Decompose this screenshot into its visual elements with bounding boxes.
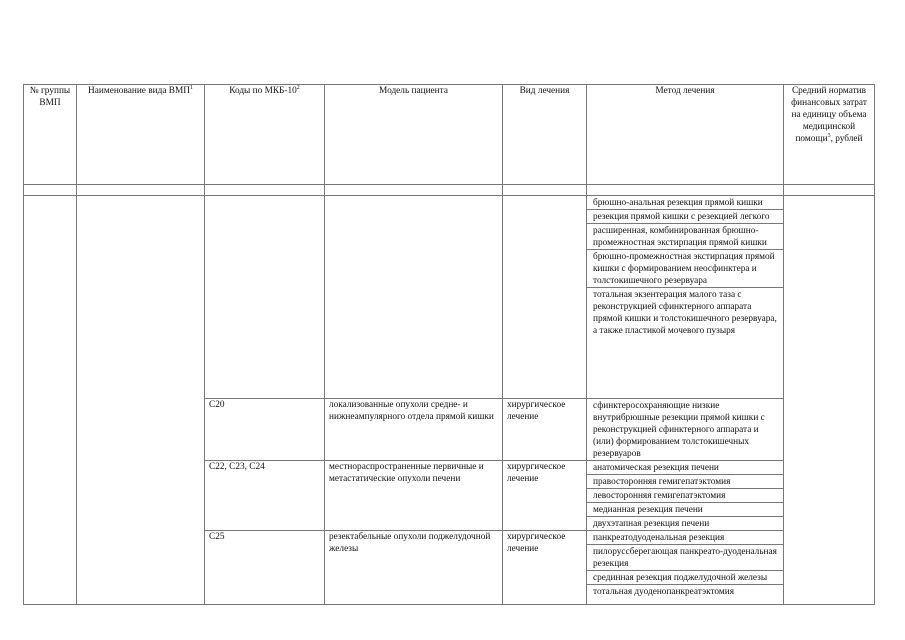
model-cell [325,196,503,399]
method-item: расширенная, комбинированная брюшно-промежностная экстирпация прямой кишки [587,224,783,250]
header-group-no: № группы ВМП [24,85,77,185]
code-cell [205,196,325,399]
header-name: Наименование вида ВМП$^1$ [77,85,205,185]
methods-cell [587,399,784,461]
method-item: панкреатодуоденальная резекция [587,531,783,545]
method-item: тотальная дуоденопанкреатэктомия [593,587,735,597]
methods-cell [587,196,784,399]
method-item: двухэтапная резекция печени [593,519,710,529]
method-item: сфинктеросохраняющие низкие внутрибрюшные резекции прямой кишки с реконструкцией сфинктерного аппарата и (или) формированием толстокишечных резервуаров [593,401,765,459]
table-row [24,196,875,399]
header-cost: Средний норматив финансовых затрат на единицу объема медицинской помощи$^3$, рублей [784,85,875,185]
model-cell: резектабельные опухоли поджелудочной железы [325,531,503,605]
treatment-cell: хирургическое лечение [503,461,587,531]
code-cell: C25 [205,531,325,605]
model-cell: местнораспространенные первичные и метастатические опухоли печени [325,461,503,531]
header-treatment-type: Вид лечения [503,85,587,185]
method-item: резекция прямой кишки с резекцией легкого [587,210,783,224]
model-cell: локализованные опухоли средне- и нижнеампулярного отдела прямой кишки [325,399,503,461]
code-cell: C22, C23, C24 [205,461,325,531]
header-row [24,85,875,185]
header-model: Модель пациента [325,85,503,185]
spacer-row [24,185,875,196]
treatment-cell [503,196,587,399]
methods-cell [587,461,784,531]
method-item: брюшно-анальная резекция прямой кишки [587,196,783,210]
treatment-table [23,84,875,605]
method-item: медианная резекция печени [587,503,783,517]
method-item: брюшно-промежностная экстирпация прямой кишки с формированием неосфинктера и толстокишечного резервуара [587,250,783,288]
method-item: пилоруссберегающая панкреато-дуоденальная резекция [587,545,783,571]
methods-cell [587,531,784,605]
method-item: срединная резекция поджелудочной железы [587,571,783,585]
header-method: Метод лечения [587,85,784,185]
method-item: тотальная экзентерация малого таза с реконструкцией сфинктерного аппарата прямой кишки и толстокишечного резервуара, а также пластикой мочевого пузыря [593,290,777,336]
code-cell: C20 [205,399,325,461]
treatment-cell: хирургическое лечение [503,399,587,461]
treatment-cell: хирургическое лечение [503,531,587,605]
cost-cell [784,196,875,605]
method-item: левосторонняя гемигепатэктомия [587,489,783,503]
method-item: правосторонняя гемигепатэктомия [587,475,783,489]
method-item: анатомическая резекция печени [587,461,783,475]
group-no-cell [24,196,77,605]
header-codes: Коды по МКБ-$10^2$ [205,85,325,185]
name-cell [77,196,205,605]
